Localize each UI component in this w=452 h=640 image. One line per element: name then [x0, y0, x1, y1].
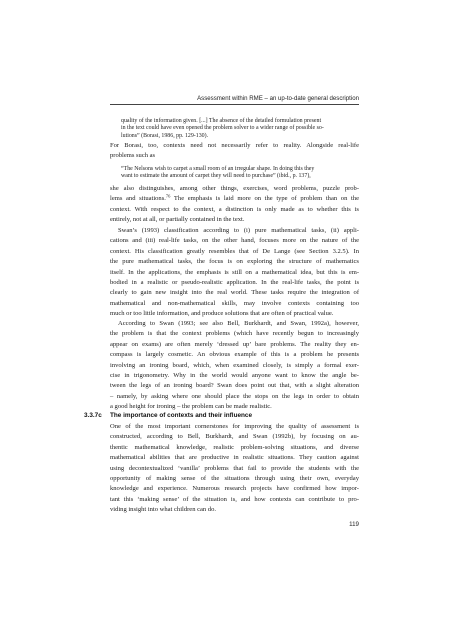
quote-line: “The Nelsons wish to carpet a small room of an irregular shape. In doing this they: [121, 166, 315, 172]
text-line: bodied in a realistic or pseudo-realistic application. In the real-life tasks, the point is: [110, 279, 359, 287]
text-line: One of the most important cornerstones for improving the quality of assessment is: [110, 423, 359, 430]
text-line: the problem is that the context problems (which have recently begun to increasingly: [110, 330, 359, 338]
text-line: – namely, by asking where one should place the stops on the legs in order to obtain: [110, 392, 359, 400]
text-line: problems such as: [110, 152, 156, 160]
paragraph-borasi-contexts: [110, 141, 359, 162]
text-line: involving an ironing board, which, when examined closely, is simply a formal exer-: [110, 361, 359, 369]
text-line: tween the legs of an ironing board? Swan does point out that, with a slight alteration: [110, 382, 359, 390]
text-line: itself. In the applications, the emphasis is still on a mathematical idea, but this is em-: [110, 268, 359, 276]
text-line: context. His classification greatly resembles that of De Lange (see Section 3.2.5). In: [110, 247, 359, 255]
paragraph-contexts-importance: [110, 422, 359, 516]
quote-line: quality of the information given. [...] The absence of the detailed formulation present: [121, 118, 322, 124]
text-line: constructed, according to Bell, Burkhardt, and Swan (1992b), by focusing on au-: [110, 433, 359, 441]
text-line: For Borasi, too, contexts need not necessarily refer to reality. Alongside real-life: [110, 142, 359, 149]
quote-line: in the text could have even opened the problem solver to a wider range of possible so-: [121, 125, 324, 132]
text-line: viding insight into what children can do.: [110, 506, 217, 514]
text-line: appear on exams) are often merely ‘dressed up’ bare problems. The reality they en-: [110, 340, 359, 348]
block-quote-nelsons: [121, 166, 347, 181]
text-line: context. With respect to the context, a distinction is only made as to whether this is: [110, 205, 359, 213]
running-header: Assessment within RME – an up-to-date general description: [197, 95, 359, 102]
block-quote-borasi: [121, 118, 347, 140]
text-line: Swan’s (1993) classification according to (i) pure mathematical tasks, (ii) appli-: [118, 227, 359, 234]
text-line: mathematical and non-mathematical skills, may involve contexts containing too: [110, 299, 359, 307]
section-number: 3.3.7c: [84, 412, 102, 419]
text-line: using decontextualized ‘vanilla’ problems that fail to provide the students with the: [110, 464, 359, 472]
text-line: opportunity of making sense of the situations through using their own, everyday: [110, 475, 359, 483]
text-line: tant this ‘making sense’ of the situation is, and how contexts can contribute to pro-: [110, 495, 359, 503]
quote-line: lutions” (Borasi, 1986, pp. 129-130).: [121, 132, 209, 139]
quote-line: want to estimate the amount of carpet they will need to purchase” (ibid., p. 137),: [121, 173, 311, 180]
text-fragment: lems and situations.: [110, 195, 166, 203]
text-line: cations and (iii) real-life tasks, on the other hand, focuses more on the nature of the: [110, 237, 359, 245]
section-title: The importance of contexts and their influence: [110, 412, 253, 419]
text-line: cise in trigonometry. Why in the world would anyone want to know the angle be-: [110, 372, 359, 380]
text-line: compass is largely cosmetic. An obvious example of this is a problem he presents: [110, 351, 359, 359]
text-line: she also distinguishes, among other things, exercises, word problems, puzzle prob-: [110, 185, 359, 192]
text-line: entirely, not at all, or partially contained in the text.: [110, 216, 245, 224]
footnote-marker: 76: [165, 193, 171, 199]
text-line: knowledge and experience. Numerous research projects have confirmed how impor-: [110, 485, 359, 493]
text-line: much or too little information, and produce solutions that are often of practical value.: [110, 310, 334, 318]
text-fragment: The emphasis is laid more on the type of problem than on the: [170, 195, 359, 203]
text-line: mathematical abilities that are productive in realistic situations. They caution against: [110, 454, 359, 462]
text-line: a good height for ironing – the problem can be made realistic.: [110, 403, 272, 411]
paragraph-ironing-board: [110, 319, 359, 413]
text-line: According to Swan (1993; see also Bell, Burkhardt, and Swan, 1992a), however,: [118, 320, 359, 327]
text-line: thentic mathematical knowledge, realistic problem-solving situations, and diverse: [110, 443, 359, 451]
text-line: the pure mathematical tasks, the focus is on exploring the structure of mathematics: [110, 258, 359, 266]
paragraph-problem-types: [110, 184, 359, 226]
text-line: [110, 194, 359, 204]
header-rule: [110, 104, 359, 105]
page-number: 119: [349, 521, 359, 528]
paragraph-swan-classification: [110, 226, 359, 320]
text-line: clearly to gain new insight into the real world. These tasks require the integration of: [110, 289, 359, 297]
